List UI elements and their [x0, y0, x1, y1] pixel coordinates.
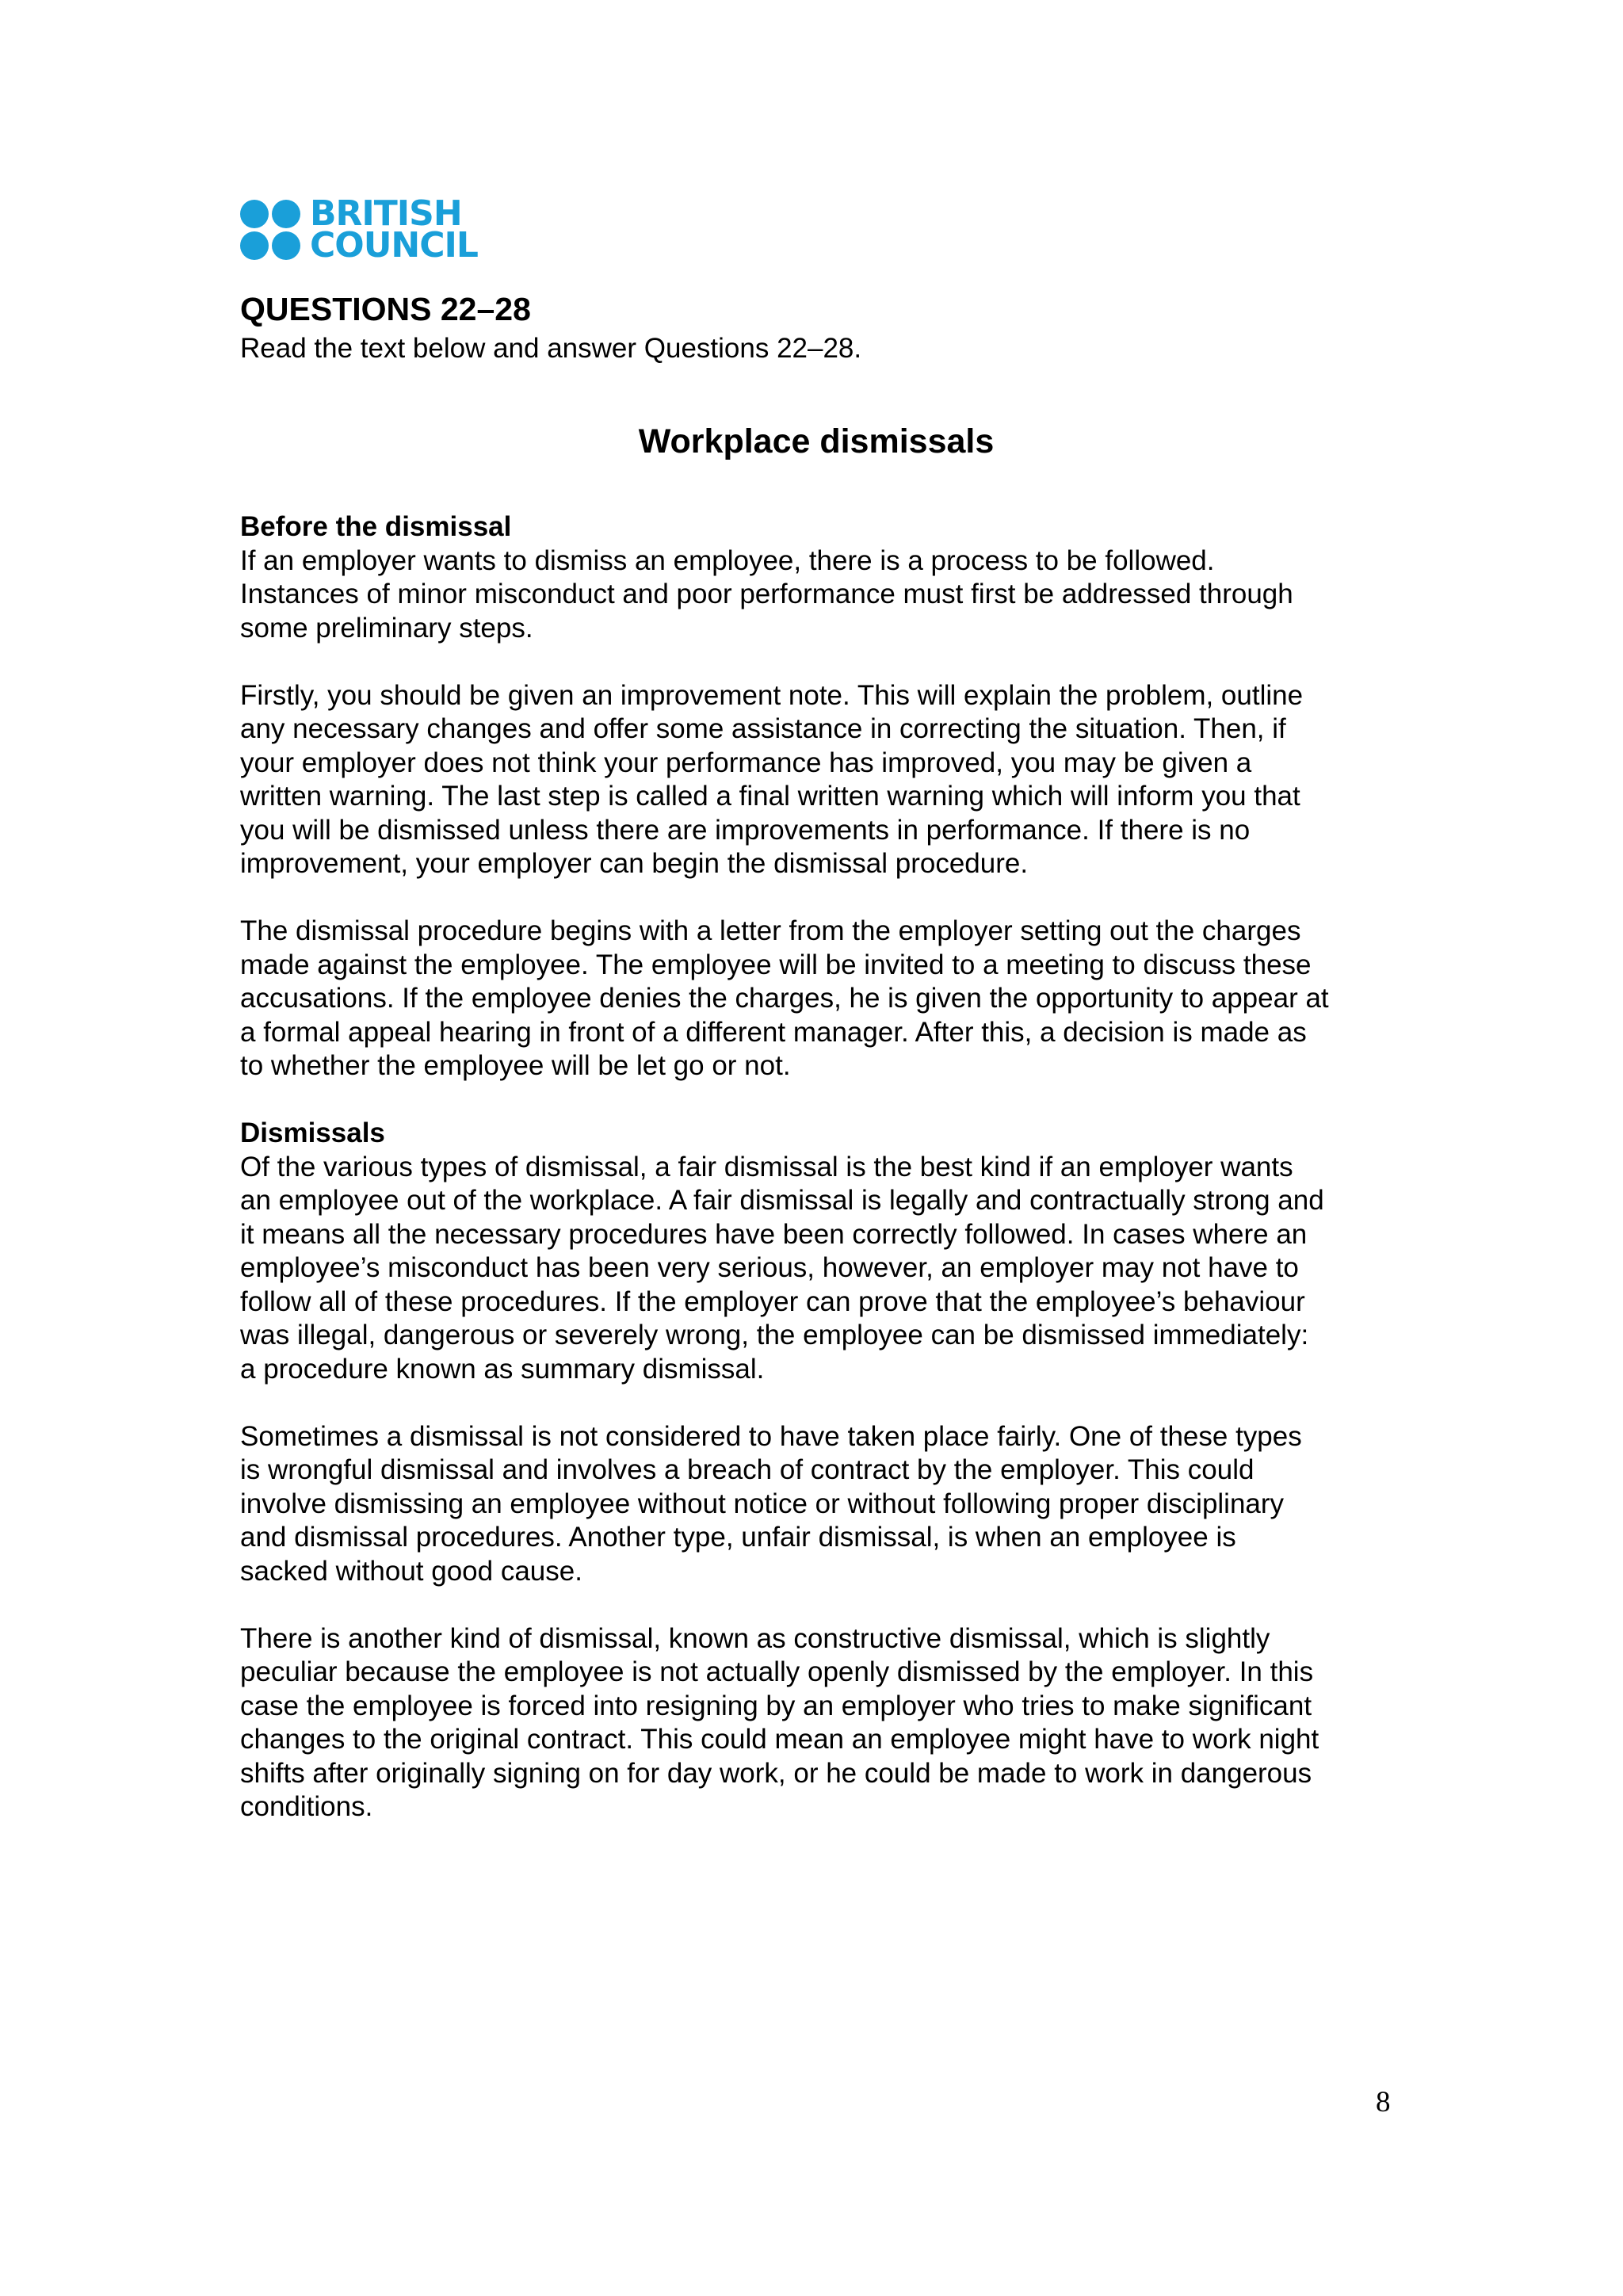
section-heading: Before the dismissal — [240, 511, 512, 542]
paragraph: The dismissal procedure begins with a letter from the employer setting out the charges made against the employee. The employee will be invited to a meeting to discuss these accusations. If the employee denies the charges, he is given the opportunity to appear at a formal appeal hearing in front of a different manager. After this, a decision is made as to whether the employee will be let go or not. — [240, 915, 1329, 1081]
british-council-logo — [240, 190, 1397, 269]
paragraph: Sometimes a dismissal is not considered to have taken place fairly. One of these types is wrongful dismissal and involves a breach of contract by the employer. This could involve dismissing an employee without notice or without following proper disciplinary and dismissal procedures. Another type, unfair dismissal, is when an employee is sacked without good cause. — [240, 1420, 1302, 1587]
section-heading: Dismissals — [240, 1117, 385, 1148]
paragraph: If an employer wants to dismiss an employee, there is a process to be followed. Instances of minor misconduct and poor performance must first be addressed through some preliminary steps. — [240, 544, 1293, 644]
section-dismissals — [240, 1117, 1397, 1824]
page-number: 8 — [1376, 2086, 1391, 2118]
paragraph: Firstly, you should be given an improvement note. This will explain the problem, outline any necessary changes and offer some assistance in correcting the situation. Then, if your employer does not think your performance has improved, you may be given a written warning. The last step is called a final written warning which will inform you that you will be dismissed unless there are improvements in performance. If there is no improvement, your employer can begin the dismissal procedure. — [240, 679, 1304, 879]
paragraph: There is another kind of dismissal, known as constructive dismissal, which is slightly peculiar because the employee is not actually openly dismissed by the employer. In this case the employee is forced into resigning by an employer who tries to make significant changes to the original contract. This could mean an employee might have to work night shifts after originally signing on for day work, or he could be made to work in dangerous conditions. — [240, 1622, 1319, 1822]
section-before-dismissal — [240, 510, 1397, 1083]
paragraph: Of the various types of dismissal, a fair dismissal is the best kind if an employer wants an employee out of the workplace. A fair dismissal is legally and contractually strong and it means all the necessary procedures have been correctly followed. In cases where an employee’s misconduct has been very serious, however, an employer may not have to follow all of these procedures. If the employer can prove that the employee’s behaviour was illegal, dangerous or severely wrong, the employee can be dismissed immediately: a procedure known as summary dismissal. — [240, 1151, 1324, 1385]
questions-heading: QUESTIONS 22–28 — [240, 291, 531, 327]
logo-dots-icon — [240, 200, 300, 260]
document-page — [240, 190, 1397, 1824]
document-title: Workplace dismissals — [638, 422, 995, 460]
logo-wordmark: BRITISH COUNCIL — [310, 193, 478, 266]
instruction-text: Read the text below and answer Questions 22–28. — [240, 333, 862, 364]
